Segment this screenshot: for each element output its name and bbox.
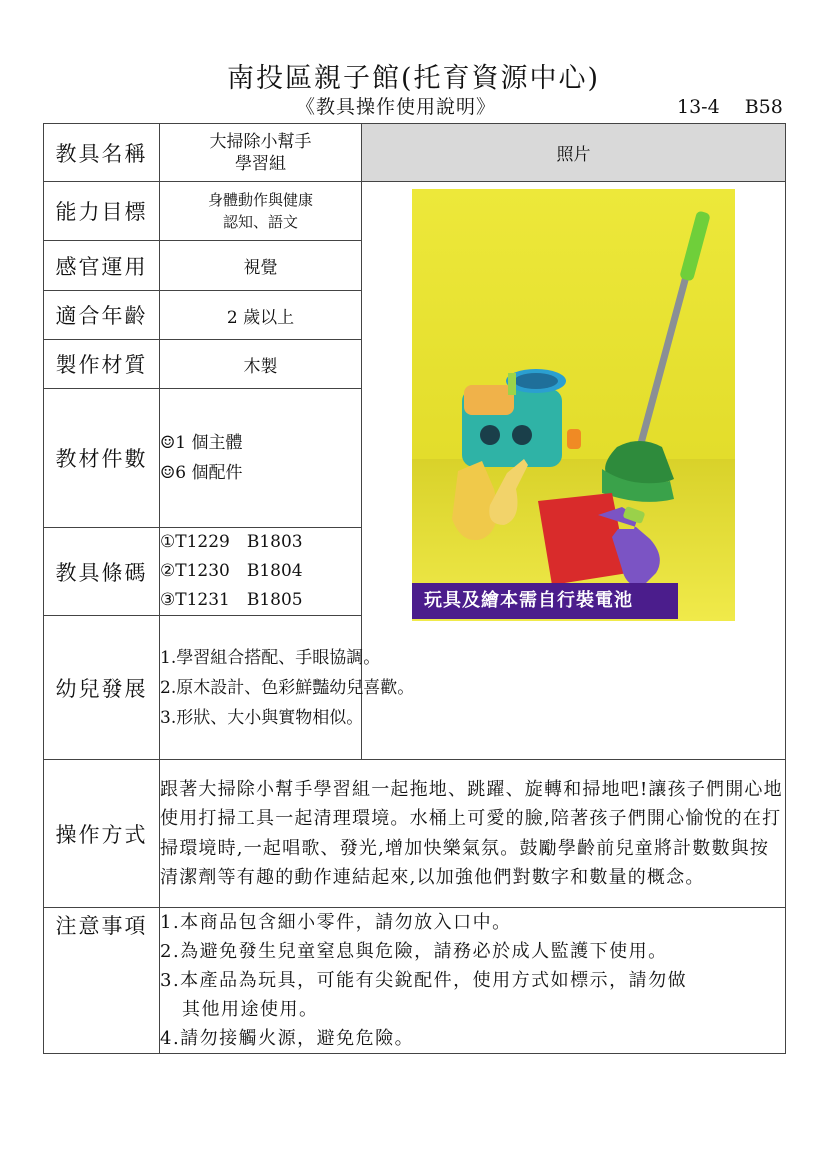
toy-illustration (412, 189, 735, 621)
name-value: 大掃除小幫手 學習組 (160, 124, 362, 182)
battery-notice-banner: 玩具及繪本需自行裝電池 (412, 583, 678, 619)
name-label: 教具名稱 (44, 124, 160, 182)
barcode-item: ③T1231 B1805 (160, 590, 303, 610)
senses-label: 感官運用 (44, 241, 160, 291)
pieces-item: ☺1 個主體 (160, 433, 243, 453)
barcode-item: ①T1229 B1803 (160, 532, 303, 552)
document-code: 13-4 B58 (677, 96, 783, 118)
pieces-label: 教材件數 (44, 389, 160, 528)
pieces-item: ☺6 個配件 (160, 463, 243, 483)
notes-item: 2.為避免發生兒童窒息與危險，請務必於成人監護下使用。 (160, 941, 668, 962)
development-item: 2.原木設計、色彩鮮豔幼兒喜歡。 (160, 677, 415, 698)
development-item: 3.形狀、大小與實物相似。 (160, 707, 364, 728)
age-value: 2 歲以上 (160, 291, 362, 340)
pieces-value (160, 389, 362, 528)
development-label: 幼兒發展 (44, 616, 160, 760)
barcode-label: 教具條碼 (44, 528, 160, 616)
material-value: 木製 (160, 340, 362, 389)
senses-value: 視覺 (160, 241, 362, 291)
product-photo (412, 189, 735, 621)
document-subtitle: 《教具操作使用說明》 (296, 96, 497, 118)
operation-text: 跟著大掃除小幫手學習組一起拖地、跳躍、旋轉和掃地吧!讓孩子們開心地使用打掃工具一起清理環境。水桶上可愛的臉,陪著孩子們開心愉悅的在打掃環境時,一起唱歌、發光,增加快樂氣氛。鼓勵學齡前兒童將計數數與按清潔劑等有趣的動作連結起來,以加強他們對數字和數量的概念。 (160, 760, 786, 908)
barcode-value (160, 528, 362, 616)
photo-cell (362, 182, 786, 760)
age-label: 適合年齡 (44, 291, 160, 340)
info-table (43, 123, 786, 1054)
notes-value (160, 908, 786, 1054)
notes-item: 1.本商品包含細小零件，請勿放入口中。 (160, 912, 512, 933)
development-item: 1.學習組合搭配、手眼協調。 (160, 647, 381, 668)
ability-value: 身體動作與健康 認知、語文 (160, 182, 362, 241)
notes-item: 3.本產品為玩具，可能有尖銳配件，使用方式如標示，請勿做 (160, 970, 688, 991)
notes-label: 注意事項 (44, 908, 160, 1054)
material-label: 製作材質 (44, 340, 160, 389)
notes-item: 4.請勿接觸火源，避免危險。 (160, 1028, 415, 1049)
document-title: 南投區親子館(托育資源中心) (226, 63, 601, 94)
operation-label: 操作方式 (44, 760, 160, 908)
barcode-item: ②T1230 B1804 (160, 561, 303, 581)
ability-label: 能力目標 (44, 182, 160, 241)
photo-header: 照片 (362, 124, 786, 182)
notes-item: 其他用途使用。 (182, 999, 319, 1020)
